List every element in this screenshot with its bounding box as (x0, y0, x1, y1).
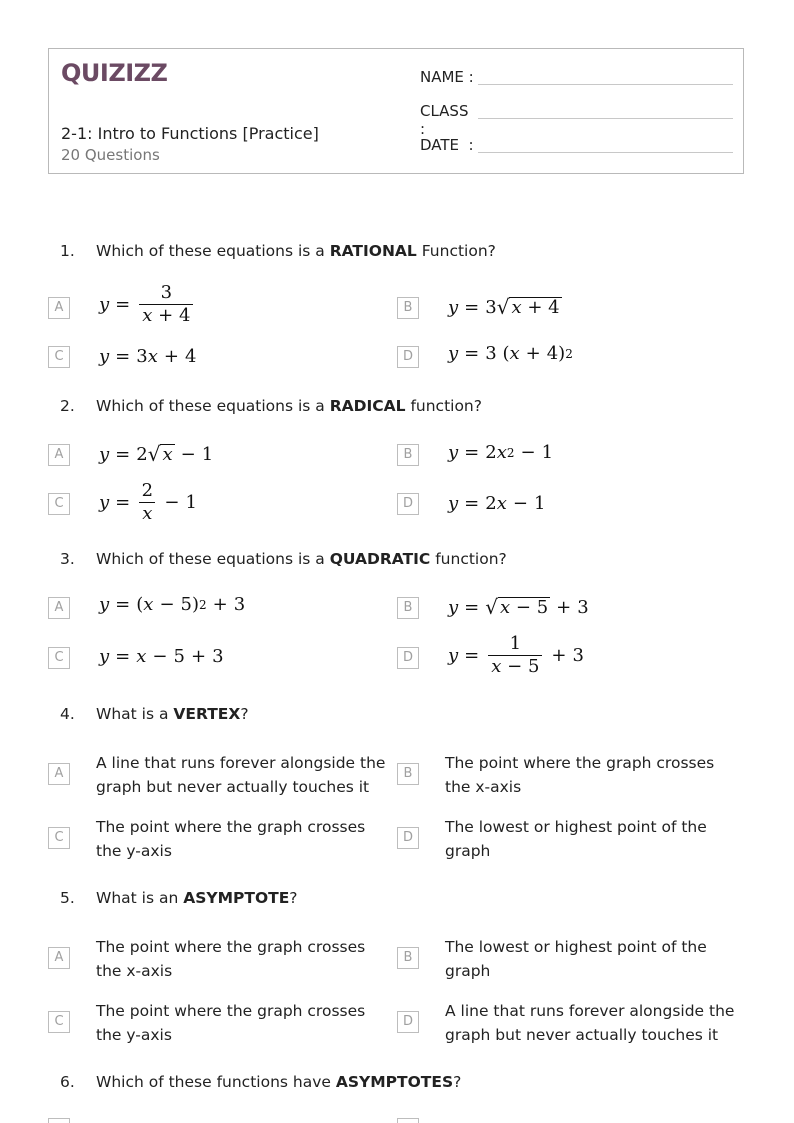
option-equation: y = 2 √ x − 1 (99, 442, 214, 466)
question-text: What is an ASYMPTOTE? (96, 889, 298, 907)
option-text: The point where the graph crosses the x-axis (96, 938, 366, 980)
option-text: The lowest or highest point of the graph (445, 818, 707, 860)
option-box-a[interactable]: A (48, 947, 70, 969)
option-text: A line that runs forever alongside the graph but never actually touches it (96, 754, 386, 796)
option-box-b[interactable]: B (397, 947, 419, 969)
option-box-c[interactable]: C (48, 827, 70, 849)
option-equation: y = 3 x + 4 (99, 346, 197, 367)
option-equation: y = 3 √ x + 4 (448, 295, 560, 319)
option-box-d[interactable]: D (397, 346, 419, 368)
option-box-c[interactable]: C (48, 346, 70, 368)
option-equation: y = 2 x 2 − 1 (448, 442, 554, 463)
date-line[interactable] (478, 152, 733, 153)
option-box-d[interactable]: D (397, 827, 419, 849)
option-box-d[interactable]: D (397, 647, 419, 669)
option-equation: y = x − 5 + 3 (99, 646, 224, 667)
question-number: 1. (60, 242, 75, 260)
option-box-a[interactable]: A (48, 297, 70, 319)
option-box-b[interactable]: B (397, 444, 419, 466)
option-box-a[interactable]: A (48, 444, 70, 466)
name-line[interactable] (478, 84, 733, 85)
question-number: 3. (60, 550, 75, 568)
option-box-b[interactable]: B (397, 763, 419, 785)
option-equation: y = √ x − 5 + 3 (448, 595, 589, 619)
question-text: Which of these equations is a QUADRATIC function? (96, 550, 507, 568)
option-box-a[interactable]: A (48, 597, 70, 619)
option-text: A line that runs forever alongside the graph but never actually touches it (445, 1002, 735, 1044)
option-box-a[interactable] (48, 1118, 70, 1123)
worksheet-header (48, 48, 744, 174)
option-equation: y = ( x − 5) 2 + 3 (99, 594, 246, 615)
question-count: 20 Questions (61, 146, 160, 164)
class-label: CLASS : (420, 102, 469, 138)
option-text: The point where the graph crosses the y-axis (96, 818, 366, 860)
date-field (420, 136, 476, 154)
option-box-b[interactable]: B (397, 297, 419, 319)
option-box-b[interactable]: B (397, 597, 419, 619)
class-line[interactable] (478, 118, 733, 119)
name-label: NAME : (420, 68, 474, 86)
class-field (420, 102, 476, 138)
option-text: The point where the graph crosses the y-axis (96, 1002, 366, 1044)
name-field (420, 68, 476, 86)
date-label: DATE : (420, 136, 474, 154)
option-equation: y = $\frac{1}{x - 5}$ + 3 (448, 633, 584, 677)
option-box-c[interactable]: C (48, 1011, 70, 1033)
option-text: The lowest or highest point of the graph (445, 938, 707, 980)
option-box-a[interactable]: A (48, 763, 70, 785)
option-text: The point where the graph crosses the x-axis (445, 754, 715, 796)
option-box-b[interactable] (397, 1118, 419, 1123)
question-number: 6. (60, 1073, 75, 1091)
question-text: Which of these functions have ASYMPTOTES? (96, 1073, 462, 1091)
question-number: 2. (60, 397, 75, 415)
option-box-d[interactable]: D (397, 493, 419, 515)
option-box-c[interactable]: C (48, 493, 70, 515)
option-equation: y = $\frac{3}{x + 4}$ (99, 282, 196, 327)
question-text: Which of these equations is a RADICAL function? (96, 397, 482, 415)
option-box-c[interactable]: C (48, 647, 70, 669)
question-number: 4. (60, 705, 75, 723)
worksheet-title: 2-1: Intro to Functions [Practice] (61, 124, 319, 143)
question-text: What is a VERTEX? (96, 705, 249, 723)
option-equation: y = 3 ( x + 4) 2 (448, 343, 573, 364)
option-equation: y = $\frac{2}{x}$ − 1 (99, 480, 197, 524)
option-box-d[interactable]: D (397, 1011, 419, 1033)
question-text: Which of these equations is a RATIONAL Function? (96, 242, 496, 260)
option-equation: y = 2 x − 1 (448, 493, 546, 514)
question-number: 5. (60, 889, 75, 907)
quizizz-logo: QUIZIZZ (61, 59, 168, 87)
